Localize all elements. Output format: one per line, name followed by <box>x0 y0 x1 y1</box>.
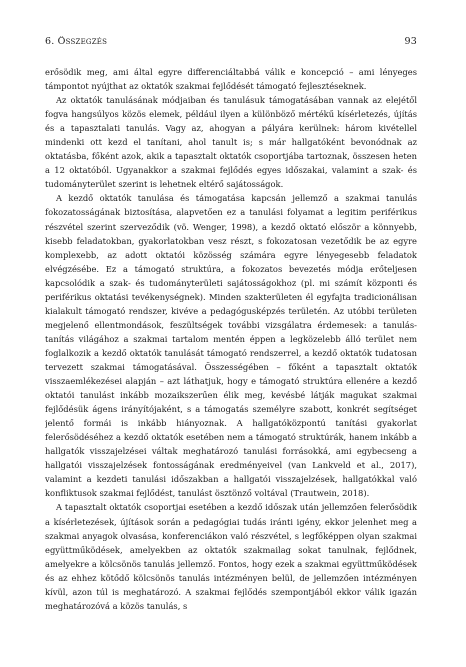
paragraph: Az oktatók tanulásának módjaiban és tanulásuk támogatásában vannak az elejétől fogva hangsúlyos közös elemek, például ilyen a különböző mértékű kísérletezés, újítás és a tapasztalati tanulás. Vagy az, ahogyan a pályára kerülnek: három kivétellel mindenki ott kezd el tanítani, ahol tanult is; s már hallgatóként bevonódnak az oktatásba, főként azok, akik a tapasztalt oktatók csoportjába tartoznak, összesen heten a 12 oktatóból. Ugyanakkor a szakmai fejlődés egyes időszakai, valamint a szak- és tudományterület szerint is lehetnek eltérő sajátosságok. <box>45 95 417 190</box>
paragraph: A tapasztalt oktatók csoportjai esetében a kezdő időszak után jellemzően felerősödik a kísérletezések, újítások során a pedagógiai tudás iránti igény, ekkor jelenhet meg a szakmai anyagok olvasása, konferenciákon való részvétel, s legfőképpen olyan szakmai együttműködések, amelyekben az oktatók szakmailag sokat tanulnak, fejlődnek, amelyekre a kölcsönös tanulás jellemző. Fontos, hogy ezek a szakmai együttműködések és az ehhez kötődő kölcsönös tanulás intézményen belül, de jellemzően intézményen kívül, azon túl is meghatározó. A szakmai fejlődés szempontjából ekkor válik igazán meghatározóvá a közös tanulás, s <box>45 502 417 611</box>
document-page <box>45 36 417 646</box>
body-text <box>45 65 417 613</box>
running-header <box>45 36 417 52</box>
paragraph-continued: erősödik meg, ami által egyre differenciáltabbá válik e koncepció – ami lényeges támpontot nyújthat az oktatók szakmai fejlődését támogató fejlesztéseknek. <box>45 67 417 92</box>
chapter-title: 6. Összegzés <box>45 36 108 47</box>
paragraph: A kezdő oktatók tanulása és támogatása kapcsán jellemző a szakmai tanulás fokozatosságának biztosítása, alapvetően ez a tanulási folyamat a legitim periférikus részvétel szerint szerveződik (vö. Wenger, 1998), a kezdő oktató először a könnyebb, kisebb feladatokban, gyakorlatokban vesz részt, s fokozatosan vezetődik be az egyre komplexebb, az adott oktatói közösség számára egyre lényegesebb feladatok elvégzésébe. Ez a támogató struktúra, a fokozatos bevezetés módja erőteljesen kapcsolódik a szak- és tudományterületi sajátosságokhoz (pl. mi számít központi és periférikus oktatási tevékenységnek). Minden szakterületen él egyfajta tradicionálisan kialakult támogató rendszer, kivéve a pedagógusképzés területén. Az utóbbi területen megjelenő ellentmondások, feszültségek további vizsgálatra érdemesek: a tanulás-tanítás világához a szakmai tartalom mentén éppen a legközelebb álló terület nem foglalkozik a kezdő oktatók tanulását támogató rendszerrel, a kezdő oktatók tudatosan tervezett szakmai támogatásával. Összességében – főként a tapasztalt oktatók visszaemlékezései alapján – azt láthatjuk, hogy e támogató struktúra ellenére a kezdő oktatói tanulást inkább mozaikszerűen élik meg, kevésbé látják magukat szakmai fejlődésük ágens irányítójaként, s a támogatás személyre szabott, konkrét segítséget jelentő formái is inkább hiányoznak. A hallgatóközpontú tanítási gyakorlat felerősödéséhez a kezdő oktatók esetében nem a támogató struktúrák, hanem inkább a hallgatók visszajelzései váltak meghatározó tanulási forrásokká, ami egybecseng a hallgatói visszajelzések fontosságának eredményeivel (van Lankveld et al., 2017), valamint a kezdeti tanulási időszakban a hallgatói visszajelzések, hallgatókkal való konfliktusok szakmai fejlődést, tanulást ösztönző voltával (Trautwein, 2018). <box>45 193 417 499</box>
page-number: 93 <box>404 36 417 47</box>
